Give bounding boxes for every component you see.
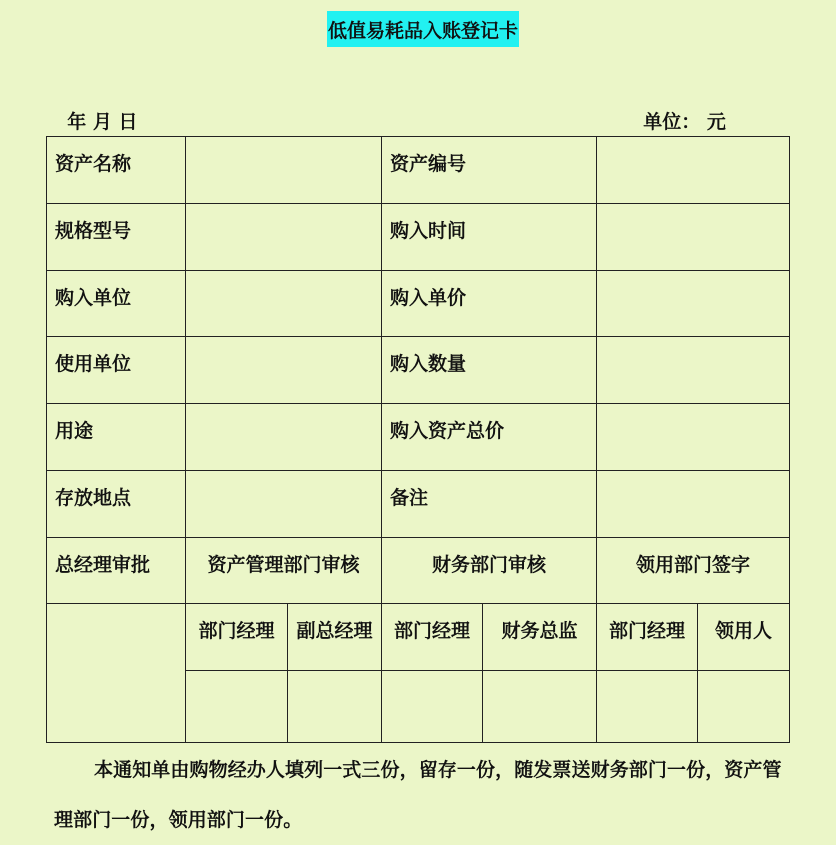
table-row xyxy=(47,337,790,404)
field-label: 购入数量 xyxy=(382,337,597,404)
approval-header-row xyxy=(47,538,790,604)
signature-cell[interactable] xyxy=(288,671,382,743)
sub-header-label: 部门经理 xyxy=(597,604,698,671)
sub-header-label: 部门经理 xyxy=(186,604,288,671)
field-value-cell[interactable] xyxy=(597,337,790,404)
field-value-cell[interactable] xyxy=(597,137,790,204)
field-label: 资产编号 xyxy=(382,137,597,204)
approval-subheader-row xyxy=(47,604,790,671)
registration-table xyxy=(46,136,790,743)
signature-cell[interactable] xyxy=(698,671,790,743)
field-value-cell[interactable] xyxy=(186,271,382,337)
sub-header-label: 副总经理 xyxy=(288,604,382,671)
sub-header-label: 领用人 xyxy=(698,604,790,671)
footnote: 本通知单由购物经办人填列一式三份，留存一份，随发票送财务部门一份，资产管理部门一份，领用部门一份。 xyxy=(54,759,782,831)
signature-cell[interactable] xyxy=(483,671,597,743)
table-row xyxy=(47,404,790,471)
date-label: 年 月 日 xyxy=(67,111,138,133)
date-line xyxy=(54,85,137,134)
field-value-cell[interactable] xyxy=(597,404,790,471)
recipient-dept-sign-label: 领用部门签字 xyxy=(597,538,790,604)
field-label: 资产名称 xyxy=(47,137,186,204)
table-row xyxy=(47,271,790,337)
field-label: 备注 xyxy=(382,471,597,538)
table-row xyxy=(47,137,790,204)
signature-cell[interactable] xyxy=(597,671,698,743)
table-row xyxy=(47,204,790,271)
field-label: 使用单位 xyxy=(47,337,186,404)
field-label: 存放地点 xyxy=(47,471,186,538)
field-value-cell[interactable] xyxy=(186,137,382,204)
asset-dept-review-label: 资产管理部门审核 xyxy=(186,538,382,604)
gm-approval-label: 总经理审批 xyxy=(47,538,186,604)
sub-header-label: 财务总监 xyxy=(483,604,597,671)
field-value-cell[interactable] xyxy=(186,404,382,471)
sub-header-label: 部门经理 xyxy=(382,604,483,671)
field-value-cell[interactable] xyxy=(597,271,790,337)
field-label: 用途 xyxy=(47,404,186,471)
table-row xyxy=(47,471,790,538)
signature-cell[interactable] xyxy=(186,671,288,743)
field-label: 购入单位 xyxy=(47,271,186,337)
field-label: 规格型号 xyxy=(47,204,186,271)
finance-dept-review-label: 财务部门审核 xyxy=(382,538,597,604)
field-label: 购入资产总价 xyxy=(382,404,597,471)
field-value-cell[interactable] xyxy=(597,204,790,271)
unit-line xyxy=(630,85,726,134)
field-value-cell[interactable] xyxy=(186,471,382,538)
field-label: 购入单价 xyxy=(382,271,597,337)
unit-label: 单位： 元 xyxy=(643,111,726,133)
field-label: 购入时间 xyxy=(382,204,597,271)
field-value-cell[interactable] xyxy=(186,337,382,404)
page-title: 低值易耗品入账登记卡 xyxy=(327,11,519,47)
gm-signature-cell[interactable] xyxy=(47,604,186,743)
field-value-cell[interactable] xyxy=(186,204,382,271)
field-value-cell[interactable] xyxy=(597,471,790,538)
signature-cell[interactable] xyxy=(382,671,483,743)
